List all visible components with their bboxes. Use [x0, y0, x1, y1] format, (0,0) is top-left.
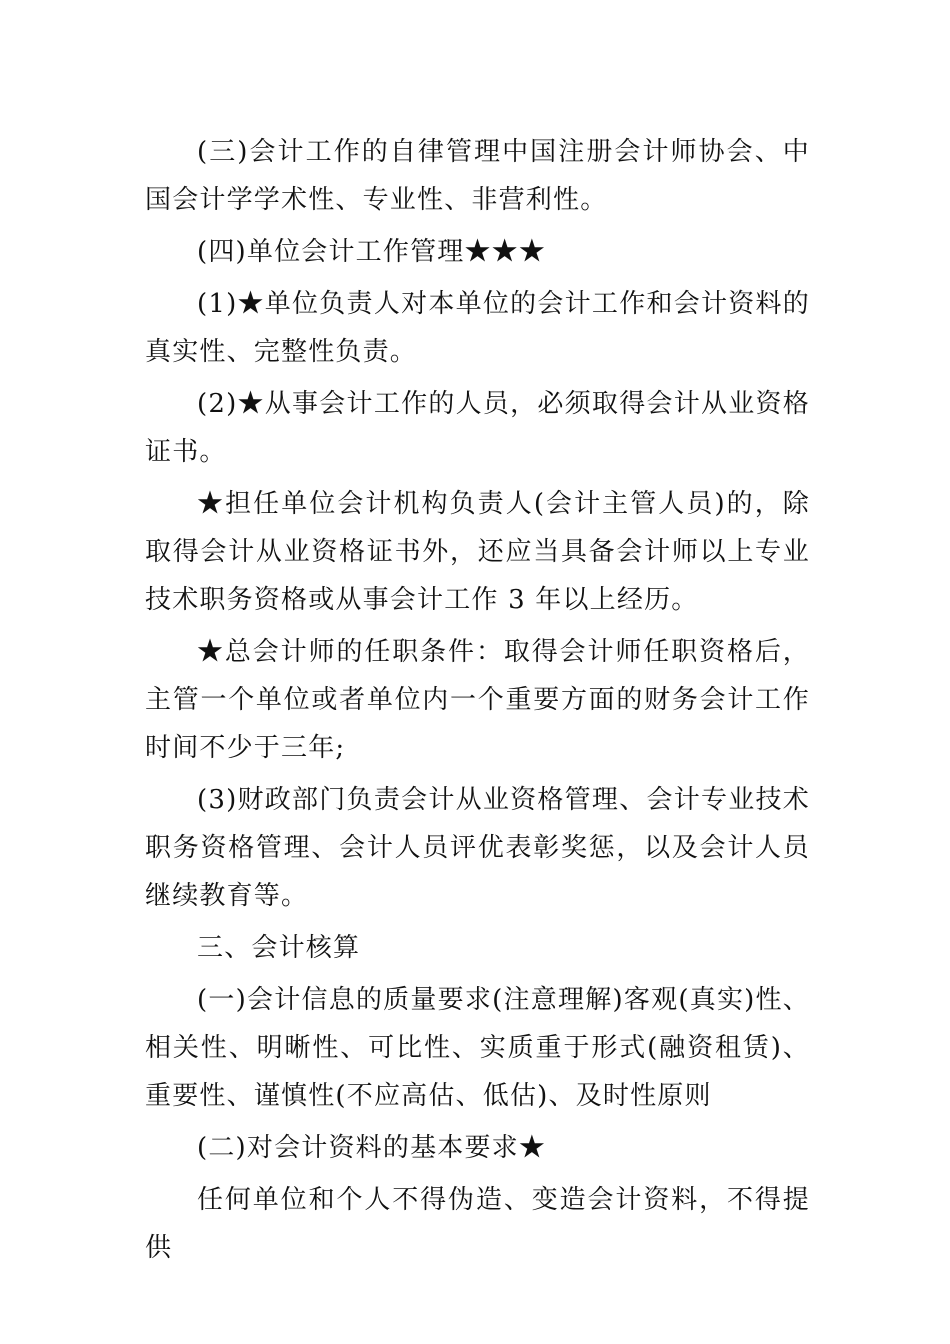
paragraph-finance-department-duties: (3)财政部门负责会计从业资格管理、会计专业技术职务资格管理、会计人员评优表彰奖惩，以及会计人员继续教育等。 — [145, 785, 810, 911]
paragraph-information-quality: (一)会计信息的质量要求(注意理解)客观(真实)性、相关性、明晰性、可比性、实质重于形式(融资租赁)、重要性、谨慎性(不应高估、低估)、及时性原则 — [145, 985, 810, 1111]
paragraph-qualification-certificate: (2)★从事会计工作的人员，必须取得会计从业资格证书。 — [145, 389, 810, 467]
paragraph-self-regulation: (三)会计工作的自律管理中国注册会计师协会、中国会计学学术性、专业性、非营利性。 — [145, 137, 810, 215]
paragraph-chief-accountant-conditions: ★总会计师的任职条件：取得会计师任职资格后，主管一个单位或者单位内一个重要方面的财务会计工作时间不少于三年; — [145, 637, 810, 763]
document-page — [145, 128, 810, 1272]
heading-accounting-calculation: 三、会计核算 — [197, 933, 361, 963]
heading-unit-accounting-management: (四)单位会计工作管理★★★ — [197, 237, 547, 267]
paragraph-accounting-head-requirements: ★担任单位会计机构负责人(会计主管人员)的，除取得会计从业资格证书外，还应当具备会计师以上专业技术职务资格或从事会计工作 3 年以上经历。 — [145, 489, 810, 615]
paragraph-no-forgery: 任何单位和个人不得伪造、变造会计资料，不得提供 — [145, 1185, 810, 1263]
paragraph-unit-head-responsibility: (1)★单位负责人对本单位的会计工作和会计资料的真实性、完整性负责。 — [145, 289, 810, 367]
heading-basic-requirements: (二)对会计资料的基本要求★ — [197, 1133, 547, 1163]
